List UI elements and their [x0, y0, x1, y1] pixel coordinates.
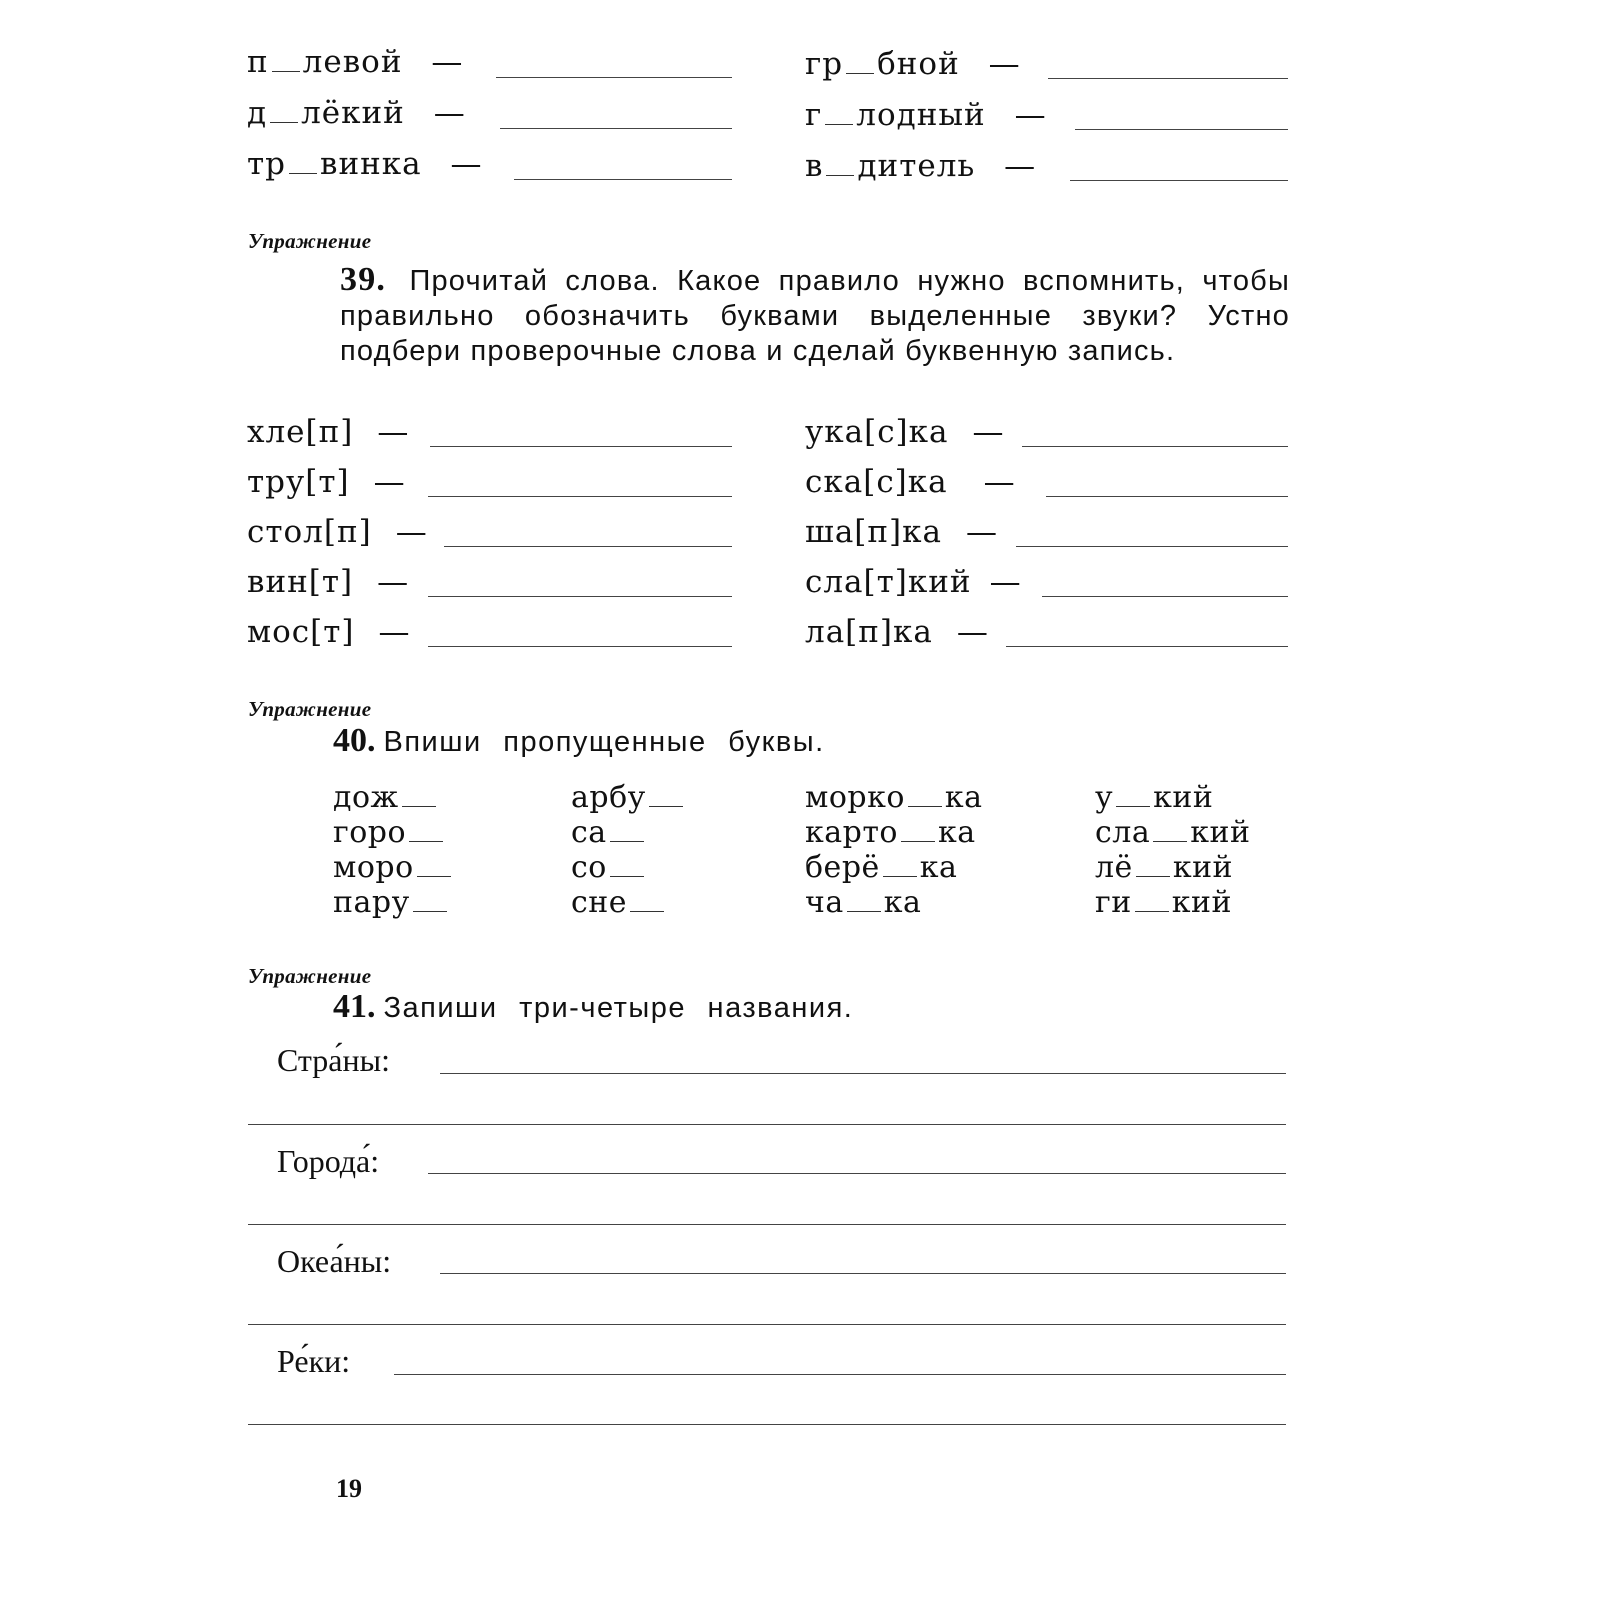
letter-blank[interactable] — [825, 123, 853, 125]
category-label-rivers: Ре́ки: — [277, 1343, 351, 1379]
exercise-text: Запиши три-четыре названия. — [383, 992, 854, 1024]
letter-blank[interactable] — [1153, 840, 1187, 842]
word-item — [247, 464, 406, 500]
exercise-label: Упражнение — [248, 697, 372, 721]
word-item — [805, 464, 1016, 500]
word-item — [247, 146, 483, 182]
answer-line[interactable] — [430, 446, 732, 447]
word-suffix: кий — [1172, 850, 1234, 885]
word-item — [247, 614, 410, 650]
page-number: 19 — [336, 1474, 362, 1503]
word-suffix: ка — [938, 815, 976, 850]
word-suffix: дитель — [857, 148, 976, 184]
answer-line[interactable] — [428, 646, 732, 647]
word-item — [247, 44, 463, 80]
word-item — [247, 95, 466, 131]
word-prefix: д — [247, 95, 268, 131]
answer-line[interactable] — [1075, 129, 1288, 130]
letter-blank[interactable] — [409, 840, 443, 842]
word-prefix: моро — [333, 850, 414, 885]
word-suffix: левой — [302, 44, 403, 80]
exercise-instructions — [333, 988, 853, 1026]
answer-line[interactable] — [1016, 546, 1288, 547]
letter-blank[interactable] — [901, 840, 935, 842]
word-column-1 — [333, 780, 454, 920]
word-prefix: лё — [1095, 850, 1133, 885]
dash: — — [377, 564, 410, 600]
answer-line-oceans-2[interactable] — [248, 1324, 1286, 1325]
word-item — [571, 850, 686, 885]
letter-blank[interactable] — [417, 875, 451, 877]
word-prefix: ча — [805, 885, 844, 920]
dash: — — [395, 514, 428, 550]
answer-line-cities-2[interactable] — [248, 1224, 1286, 1225]
word: вин[т] — [247, 564, 354, 600]
word-prefix: сне — [571, 885, 628, 920]
answer-line[interactable] — [1042, 596, 1288, 597]
word-item — [805, 780, 983, 815]
dash: — — [956, 614, 989, 650]
word-suffix: кий — [1190, 815, 1251, 850]
letter-blank[interactable] — [1116, 805, 1150, 807]
answer-line-oceans[interactable] — [440, 1273, 1286, 1274]
letter-blank[interactable] — [883, 875, 917, 877]
word-suffix: ка — [919, 850, 958, 885]
exercise-number: 40. — [333, 722, 376, 759]
word-item — [247, 414, 409, 450]
word-prefix: со — [571, 850, 607, 885]
letter-blank[interactable] — [289, 172, 317, 174]
word-item — [571, 815, 686, 850]
dash: — — [373, 464, 406, 500]
word-suffix: бной — [877, 46, 960, 82]
word-item — [1095, 815, 1251, 850]
word-item — [333, 885, 454, 920]
word-item — [247, 514, 428, 550]
word-item — [1095, 885, 1251, 920]
answer-line[interactable] — [428, 596, 732, 597]
exercise-text: Впиши пропущенные буквы. — [383, 726, 825, 758]
letter-blank[interactable] — [649, 805, 683, 807]
word-item — [805, 148, 1036, 184]
word-suffix: кий — [1171, 885, 1232, 920]
letter-blank[interactable] — [846, 72, 874, 74]
answer-line-countries-2[interactable] — [248, 1124, 1286, 1125]
word-item — [805, 46, 1021, 82]
category-label-cities: Города́: — [277, 1143, 380, 1179]
word-item — [333, 850, 454, 885]
word-suffix: лодный — [856, 97, 986, 133]
letter-blank[interactable] — [413, 910, 447, 912]
exercise-text: Прочитай слова. Какое правило нужно вспомнить, чтобы правильно обозначить буквами выделенные звуки? Устно подбери проверочные слова и сделай буквенную запись. — [340, 265, 1291, 367]
word-item — [247, 564, 409, 600]
letter-blank[interactable] — [610, 875, 644, 877]
dash: — — [433, 95, 466, 131]
letter-blank[interactable] — [908, 805, 942, 807]
word-prefix: тр — [247, 146, 286, 182]
word-column-3 — [805, 780, 983, 920]
answer-line[interactable] — [1048, 78, 1288, 79]
word-item — [805, 885, 983, 920]
word: стол[п] — [247, 514, 372, 550]
word: сла[т]кий — [805, 564, 972, 600]
answer-line-cities[interactable] — [428, 1173, 1286, 1174]
word: ука[с]ка — [805, 414, 949, 450]
word-item — [571, 885, 686, 920]
letter-blank[interactable] — [847, 910, 881, 912]
answer-line-countries[interactable] — [440, 1073, 1286, 1074]
word: ска[с]ка — [805, 464, 948, 500]
word-suffix: лёкий — [301, 95, 405, 131]
word-column-4 — [1095, 780, 1251, 920]
letter-blank[interactable] — [1136, 875, 1170, 877]
word-suffix: винка — [320, 146, 422, 182]
exercise-number: 41. — [333, 988, 376, 1025]
word-item — [571, 780, 686, 815]
word: ша[п]ка — [805, 514, 943, 550]
word-item — [805, 564, 1022, 600]
category-label-countries: Стра́ны: — [277, 1042, 391, 1078]
word-item — [333, 815, 454, 850]
word: тру[т] — [247, 464, 350, 500]
word-prefix: п — [247, 44, 269, 80]
answer-line-rivers-2[interactable] — [248, 1424, 1286, 1425]
word-suffix: кий — [1153, 780, 1214, 815]
word-prefix: арбу — [571, 780, 646, 815]
word-prefix: ги — [1095, 885, 1132, 920]
dash: — — [989, 564, 1022, 600]
answer-line[interactable] — [1070, 180, 1288, 181]
exercise-instructions — [333, 722, 825, 760]
word-suffix: ка — [944, 780, 983, 815]
dash: — — [378, 614, 411, 650]
dash: — — [966, 514, 999, 550]
answer-line[interactable] — [428, 496, 732, 497]
word: хле[п] — [247, 414, 354, 450]
dash: — — [1004, 148, 1037, 184]
word-prefix: у — [1095, 780, 1114, 815]
word-item — [805, 514, 998, 550]
answer-line[interactable] — [1022, 446, 1288, 447]
dash: — — [431, 44, 464, 80]
word: ла[п]ка — [805, 614, 933, 650]
answer-line-rivers[interactable] — [394, 1374, 1286, 1375]
category-label-oceans: Океа́ны: — [277, 1243, 392, 1279]
letter-blank[interactable] — [402, 805, 436, 807]
word-prefix: гр — [805, 46, 844, 82]
dash: — — [972, 414, 1005, 450]
letter-blank[interactable] — [826, 174, 854, 176]
word-prefix: са — [571, 815, 607, 850]
word-prefix: дож — [333, 780, 399, 815]
letter-blank[interactable] — [270, 121, 298, 123]
exercise-number: 39. — [340, 261, 387, 298]
word-prefix: г — [805, 97, 823, 133]
exercise-label: Упражнение — [248, 964, 372, 988]
dash: — — [988, 46, 1021, 82]
answer-line[interactable] — [1006, 646, 1288, 647]
word-item — [805, 97, 1047, 133]
word-item — [1095, 850, 1251, 885]
word-prefix: берё — [805, 850, 880, 885]
word-prefix: морко — [805, 780, 905, 815]
word: мос[т] — [247, 614, 355, 650]
word-prefix: сла — [1095, 815, 1151, 850]
answer-line[interactable] — [514, 179, 732, 180]
word-item — [805, 414, 1005, 450]
letter-blank[interactable] — [272, 70, 300, 72]
word-prefix: пару — [333, 885, 410, 920]
word-prefix: горо — [333, 815, 407, 850]
word-prefix: в — [805, 148, 824, 184]
word-item — [333, 780, 454, 815]
answer-line[interactable] — [500, 128, 732, 129]
word-item — [805, 614, 989, 650]
answer-line[interactable] — [1046, 496, 1288, 497]
word-item — [805, 815, 983, 850]
word-item — [1095, 780, 1251, 815]
dash: — — [1014, 97, 1047, 133]
dash: — — [377, 414, 410, 450]
exercise-label: Упражнение — [248, 229, 372, 253]
word-prefix: карто — [805, 815, 898, 850]
letter-blank[interactable] — [1135, 910, 1169, 912]
dash: — — [450, 146, 483, 182]
letter-blank[interactable] — [630, 910, 664, 912]
word-suffix: ка — [883, 885, 922, 920]
exercise-instructions — [340, 262, 1290, 369]
answer-line[interactable] — [444, 546, 732, 547]
answer-line[interactable] — [496, 77, 732, 78]
word-item — [805, 850, 983, 885]
word-column-2 — [571, 780, 686, 920]
dash: — — [983, 464, 1016, 500]
letter-blank[interactable] — [610, 840, 644, 842]
